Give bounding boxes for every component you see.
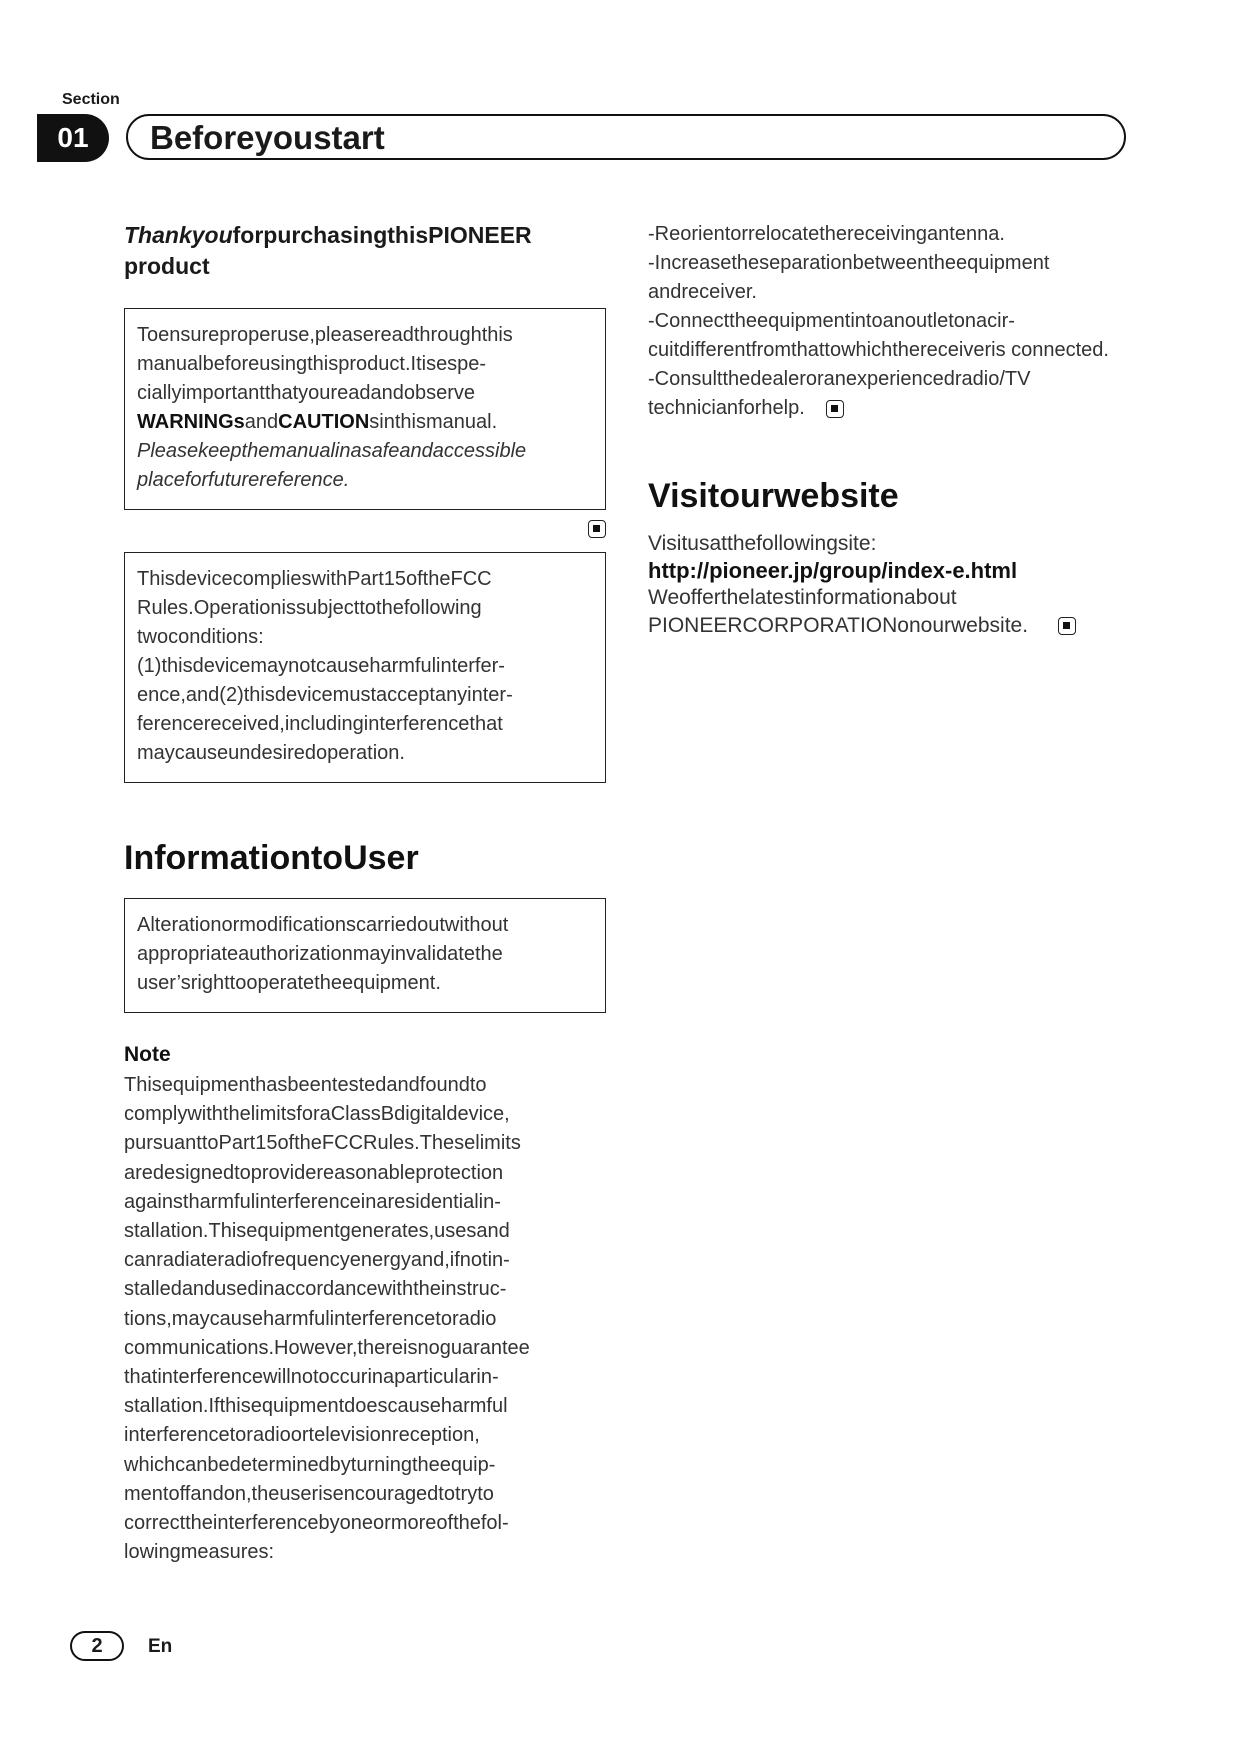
page-title: Beforeyoustart [150,119,385,156]
alteration-warning-box [124,898,606,1013]
thanks-heading [124,220,606,282]
keep-manual-note: Pleasekeepthemanualinasafeandaccessible placeforfuturereference. [137,440,527,491]
measure-item: -Connecttheequipmentintoanoutletonacir-cuitdifferentfromthattowhichthereceiveris connected. [648,310,1109,361]
warning-word: WARNINGs [137,411,245,433]
visit-website-heading: Visitourwebsite [648,477,899,515]
measure-item [648,365,1128,423]
measure-item: -Increasetheseparationbetweentheequipment andreceiver. [648,252,1050,303]
measure-item: -Reorientorrelocatethereceivingantenna. [648,223,1005,245]
website-body [648,584,1128,640]
right-column [648,220,1128,640]
section-label: Section [62,91,120,108]
fcc-compliance-box [124,552,606,783]
alteration-warning-text: Alterationormodificationscarriedoutwithout appropriateauthorizationmayinvalidatethe user’srighttooperatetheequipment. [137,914,509,994]
title-bar [126,114,1126,160]
page-number: 2 [70,1631,124,1661]
caution-word: CAUTION [278,411,370,433]
usage-notice-text: Toensureproperuse,pleasereadthroughthis manualbeforeusingthisproduct.Itisespe-ciallyimportantthatyoureadandobserve [137,324,513,404]
website-body-text: Weofferthelatestinformationabout PIONEERCORPORATIONonourwebsite. [648,586,1029,637]
measures-list [648,220,1128,423]
section-number: 01 [37,114,109,162]
usage-notice-tail: sinthismanual. [369,411,498,433]
information-to-user-heading: InformationtoUser [124,839,419,877]
note-title: Note [124,1043,171,1066]
thanks-italic: Thankyou [124,222,233,248]
measure-item-text: -Consultthedealeroranexperiencedradio/TV technicianforhelp. [648,368,1031,419]
website-intro: Visitusatthefollowingsite: [648,532,877,555]
language-label: En [148,1636,173,1657]
end-mark-icon [1058,617,1076,635]
and-word: and [244,411,279,433]
left-column [124,220,606,1567]
usage-notice-box [124,308,606,510]
website-url-link[interactable]: http://pioneer.jp/group/index-e.html [648,558,1018,583]
thanks-rest: forpurchasingthisPIONEER product [124,222,532,279]
end-mark-icon [826,400,844,418]
end-mark-icon [588,520,606,538]
fcc-compliance-text: ThisdevicecomplieswithPart15oftheFCC Rules.Operationissubjecttothefollowing twoconditions: (1)thisdevicemaynotcauseharmfulinterfer-ence,and(2)thisdevicemustacceptanyinter-ferencereceived,includinginterferencethat maycauseundesiredoperation. [137,568,513,764]
note-body: Thisequipmenthasbeentestedandfoundto complywiththelimitsforaClassBdigitaldevice, pursuanttoPart15oftheFCCRules.Theselimits aredesignedtoprovidereasonableprotection againstharmfulinterferenceinaresidentialin-stallation.Thisequipmentgenerates,usesand canradiateradiofrequencyenergyand,ifnotin-stalledandusedinaccordancewiththeinstruc-tions,maycauseharmfulinterferencetoradio communications.However,thereisnoguarantee thatinterferencewillnotoccurinaparticularin-stallation.Ifthisequipmentdoescauseharmful interferencetoradioortelevisionreception, whichcanbedeterminedbyturningtheequip-mentoffandon,theuserisencouragedtotryto correcttheinterferencebyoneormoreofthefol-lowingmeasures: [124,1074,530,1564]
